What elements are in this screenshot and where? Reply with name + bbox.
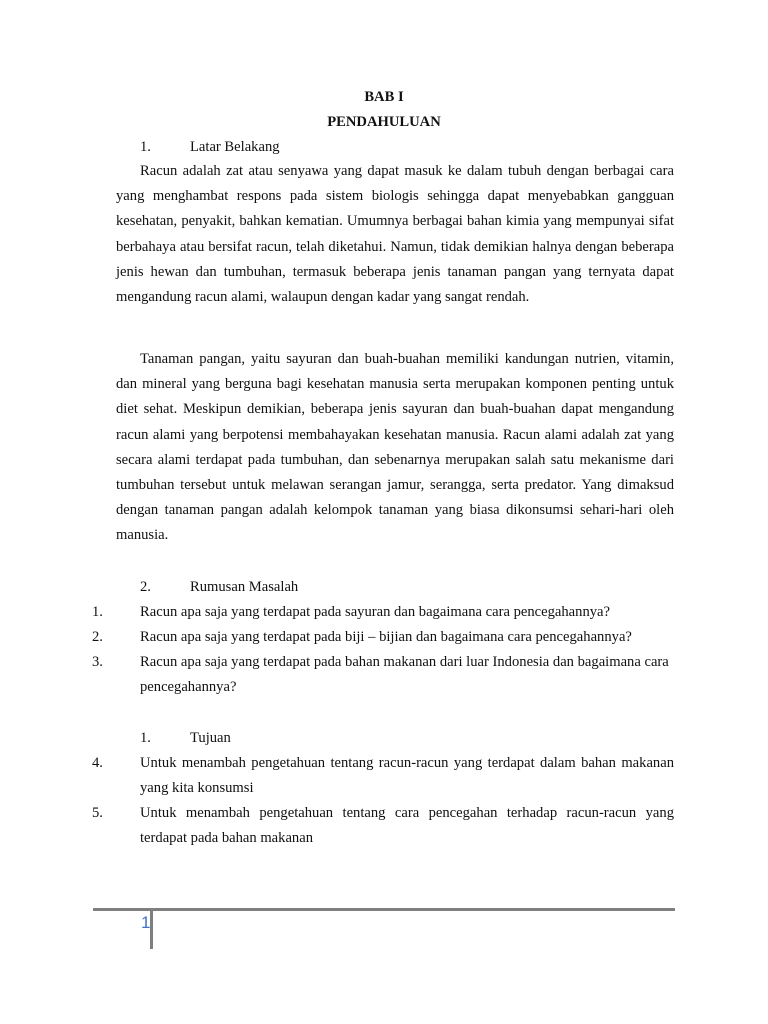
section-number: 1. [140, 730, 151, 746]
list-number: 1. [92, 604, 103, 620]
paragraph-2: Tanaman pangan, yaitu sayuran dan buah-buahan memiliki kandungan nutrien, vitamin, dan mineral yang berguna bagi kesehatan manusia serta merupakan komponen penting untuk diet sehat. Meskipun demikian, beberapa jenis sayuran dan buah-buahan dapat mengandung racun alami yang berpotensi membahayakan kesehatan manusia. Racun alami adalah zat yang secara alami terdapat pada tumbuhan, dan sebenarnya merupakan salah satu mekanisme dari tumbuhan tersebut untuk melawan serangan jamur, serangga, serta predator. Yang dimaksud dengan tanaman pangan adalah kelompok tanaman yang biasa dikonsumsi sehari-hari oleh manusia. [116, 351, 674, 544]
section-title: Tujuan [190, 730, 231, 746]
list-text: Racun apa saja yang terdapat pada biji – bijian dan bagaimana cara pencegahannya? [140, 629, 632, 645]
list-number: 5. [92, 805, 103, 821]
list-number: 4. [92, 755, 103, 771]
section-title: Latar Belakang [190, 139, 280, 155]
chapter-title: PENDAHULUAN [327, 114, 441, 130]
page-number: 1 [141, 913, 151, 932]
section-heading-rumusan-masalah [140, 579, 298, 596]
section-number: 2. [140, 579, 151, 595]
list-number: 2. [92, 629, 103, 645]
section-heading-latar-belakang [140, 139, 280, 156]
paragraph-1: Racun adalah zat atau senyawa yang dapat masuk ke dalam tubuh dengan berbagai cara yang menghambat respons pada sistem biologis sehingga dapat menyebabkan gangguan kesehatan, penyakit, bahkan kematian. Umumnya berbagai bahan kimia yang mempunyai sifat berbahaya atau bersifat racun, telah diketahui. Namun, tidak demikian halnya dengan beberapa jenis hewan dan tumbuhan, termasuk beberapa jenis tanaman pangan yang ternyata dapat mengandung racun alami, walaupun dengan kadar yang sangat rendah. [116, 163, 674, 306]
chapter-label: BAB I [364, 89, 404, 105]
list-text: Untuk menambah pengetahuan tentang cara pencegahan terhadap racun-racun yang terdapat pada bahan makanan [140, 805, 674, 847]
footer-rule [93, 908, 675, 911]
section-title: Rumusan Masalah [190, 579, 299, 595]
section-heading-tujuan [140, 730, 231, 747]
list-number: 3. [92, 654, 103, 670]
section-number: 1. [140, 139, 151, 155]
list-text: Untuk menambah pengetahuan tentang racun-racun yang terdapat dalam bahan makanan yang kita konsumsi [140, 755, 674, 797]
list-text: Racun apa saja yang terdapat pada sayuran dan bagaimana cara pencegahannya? [140, 604, 610, 620]
list-text: Racun apa saja yang terdapat pada bahan makanan dari luar Indonesia dan bagaimana cara pencegahannya? [140, 654, 669, 696]
